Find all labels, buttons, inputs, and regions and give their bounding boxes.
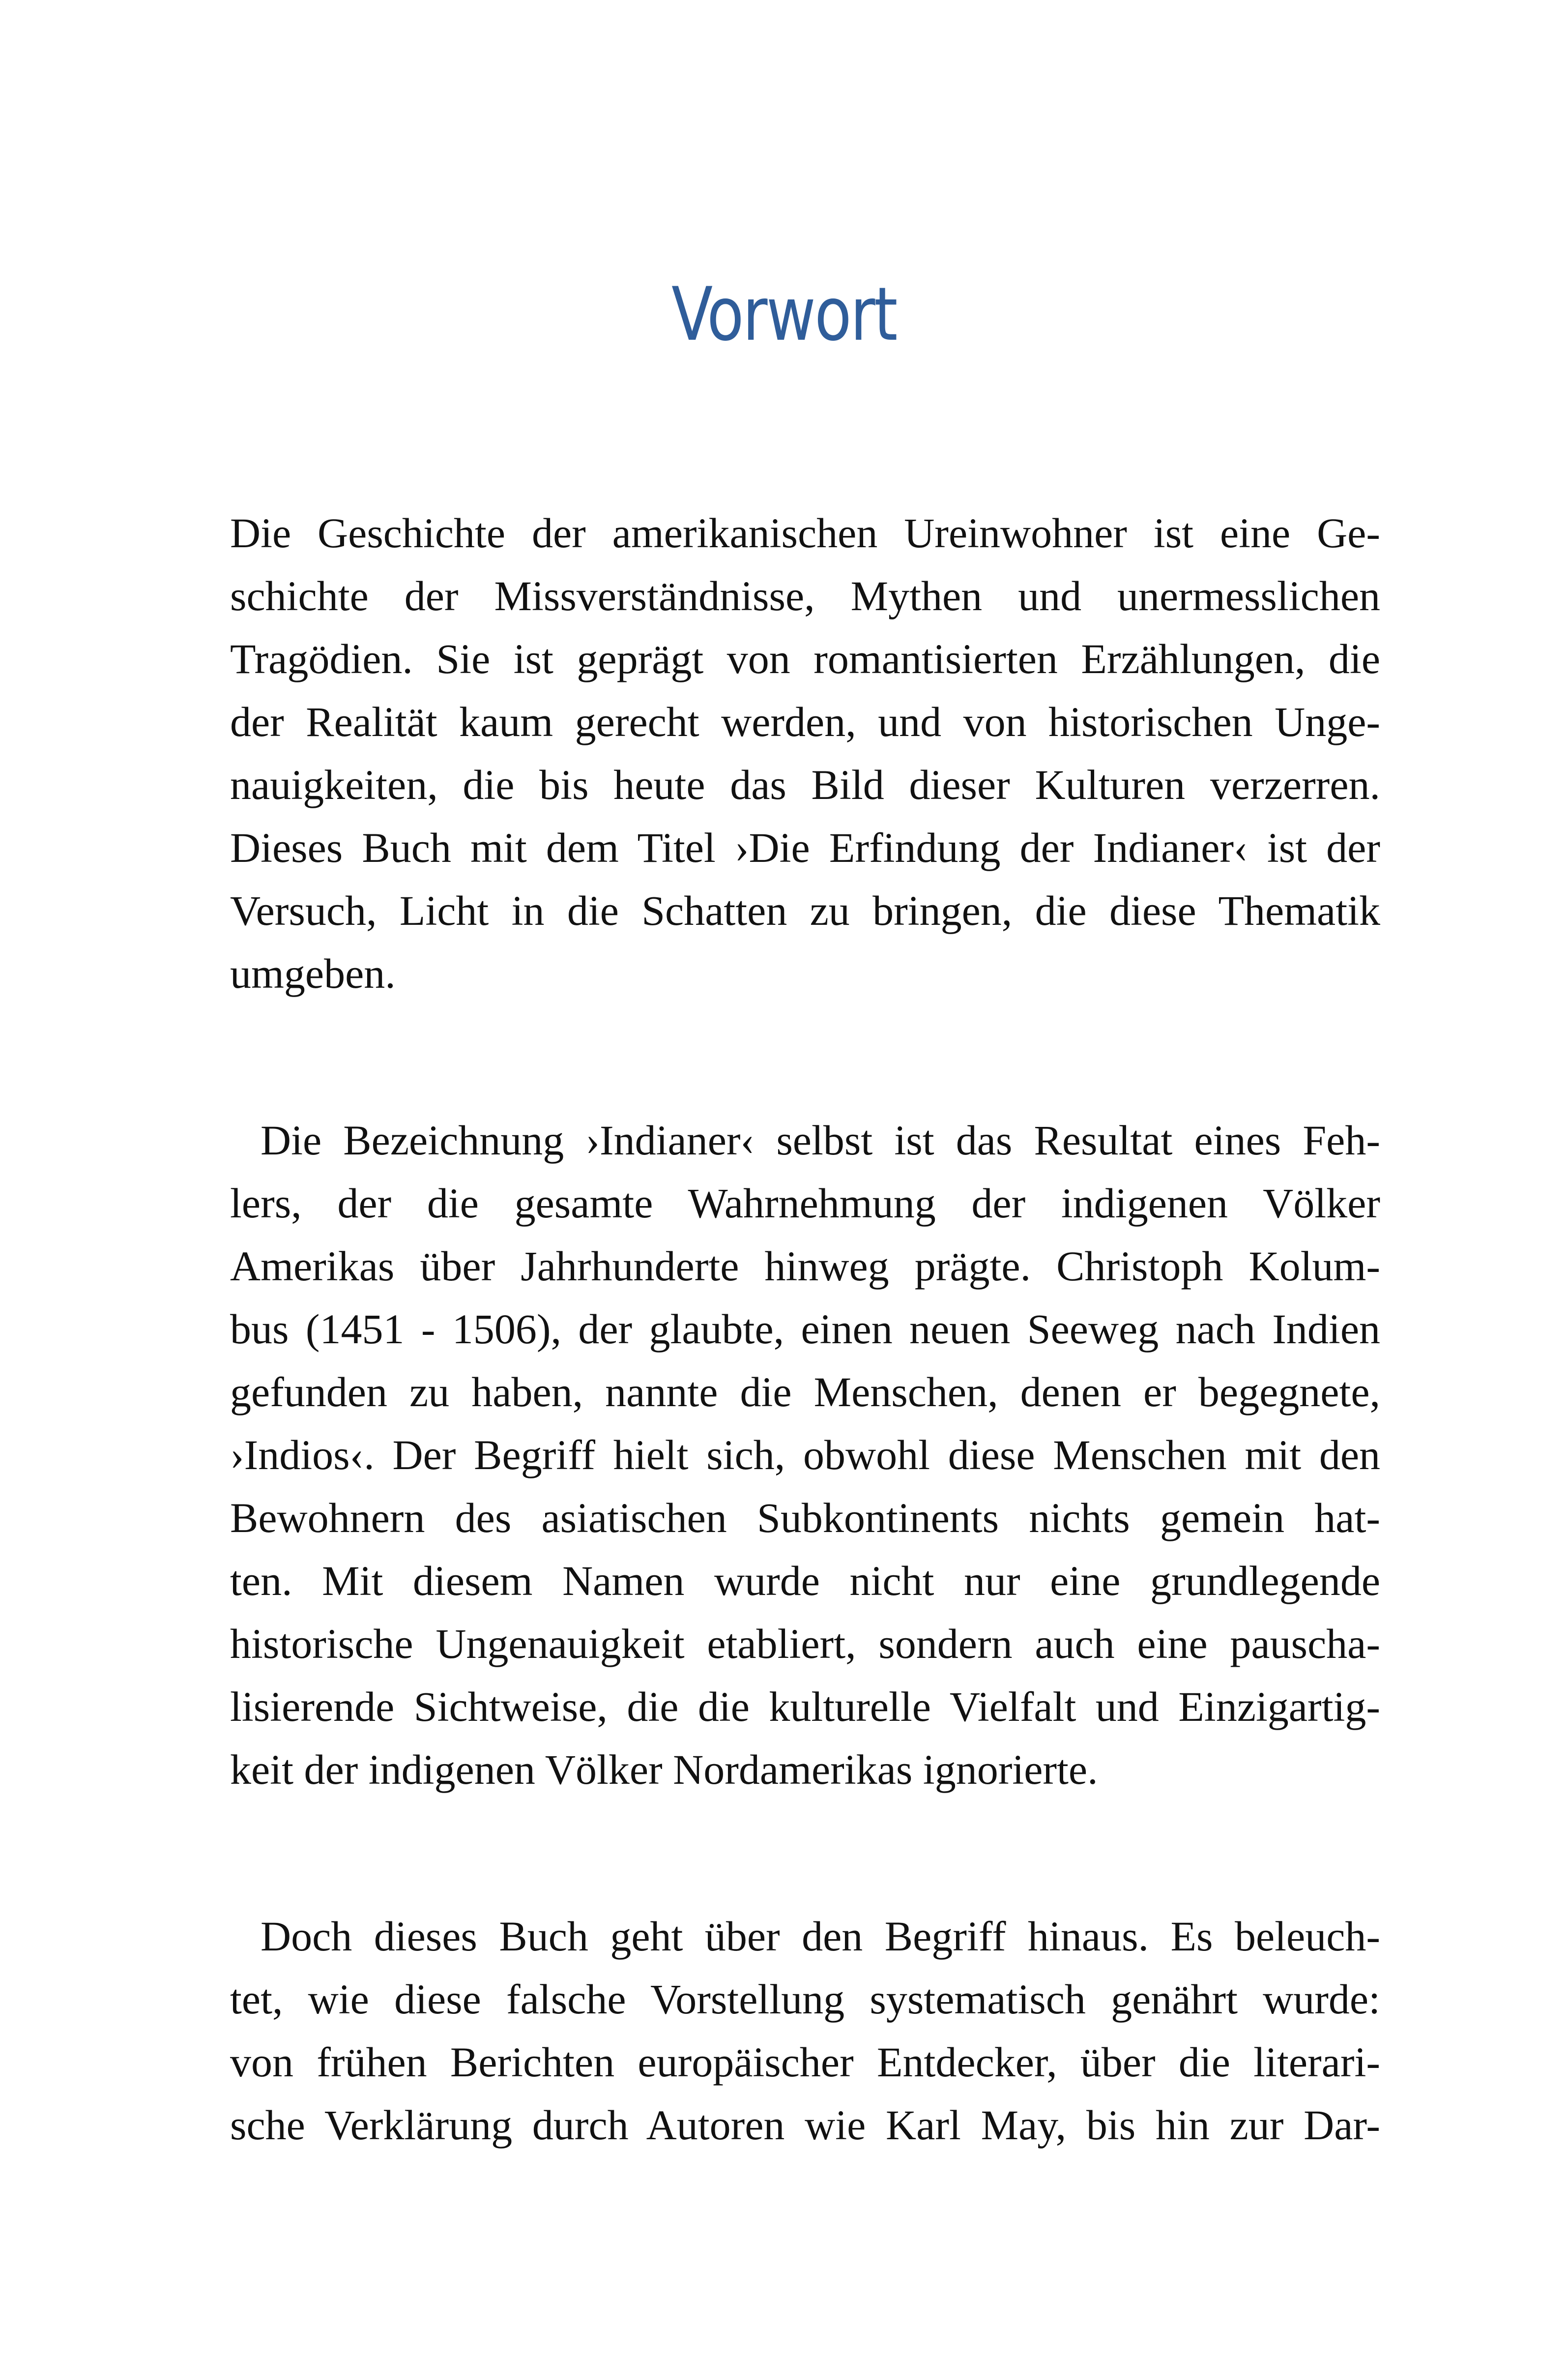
text-line: sche Verklärung durch Autoren wie Karl May, bis hin zur Dar- bbox=[230, 2101, 1380, 2149]
text-line: Die Bezeichnung ›Indianer‹ selbst ist das Resultat eines Feh- bbox=[261, 1117, 1380, 1164]
paragraph-1 bbox=[230, 502, 1380, 1005]
text-line: Versuch, Licht in die Schatten zu bringen, die diese Thematik bbox=[230, 887, 1380, 934]
text-line: Dieses Buch mit dem Titel ›Die Erfindung der Indianer‹ ist der bbox=[230, 824, 1380, 871]
text-line: keit der indigenen Völker Nordamerikas ignorierte. bbox=[230, 1746, 1098, 1793]
text-line: Bewohnern des asiatischen Subkontinents nichts gemein hat- bbox=[230, 1494, 1380, 1541]
text-line: ›Indios‹. Der Begriff hielt sich, obwohl diese Menschen mit den bbox=[230, 1431, 1380, 1478]
text-line: ten. Mit diesem Namen wurde nicht nur eine grundlegende bbox=[230, 1557, 1380, 1604]
body-text bbox=[230, 502, 1380, 2156]
text-line: tet, wie diese falsche Vorstellung systematisch genährt wurde: bbox=[230, 1976, 1380, 2023]
paragraph-2 bbox=[230, 1109, 1380, 1801]
text-line: Tragödien. Sie ist geprägt von romantisierten Erzählungen, die bbox=[230, 635, 1380, 682]
text-line: historische Ungenauigkeit etabliert, sondern auch eine pauscha- bbox=[230, 1620, 1380, 1667]
text-line: bus (1451 - 1506), der glaubte, einen neuen Seeweg nach Indien bbox=[230, 1305, 1380, 1353]
text-line: schichte der Missverständnisse, Mythen und unermesslichen bbox=[230, 572, 1380, 620]
text-line: Amerikas über Jahrhunderte hinweg prägte. Christoph Kolum- bbox=[230, 1242, 1380, 1290]
text-line: Doch dieses Buch geht über den Begriff hinaus. Es beleuch- bbox=[261, 1913, 1380, 1960]
text-line: der Realität kaum gerecht werden, und von historischen Unge- bbox=[230, 698, 1380, 745]
text-line: umgeben. bbox=[230, 950, 396, 997]
text-line: lisierende Sichtweise, die die kulturelle Vielfalt und Einzigartig- bbox=[230, 1683, 1380, 1730]
paragraph-3 bbox=[230, 1905, 1380, 2156]
text-line: lers, der die gesamte Wahrnehmung der indigenen Völker bbox=[230, 1180, 1380, 1227]
text-line: nauigkeiten, die bis heute das Bild dieser Kulturen verzerren. bbox=[230, 761, 1380, 808]
chapter-title: Vorwort bbox=[671, 272, 897, 357]
text-line: gefunden zu haben, nannte die Menschen, denen er begegnete, bbox=[230, 1368, 1380, 1416]
text-line: Die Geschichte der amerikanischen Ureinwohner ist eine Ge- bbox=[230, 509, 1380, 557]
text-line: von frühen Berichten europäischer Entdecker, über die literari- bbox=[230, 2038, 1380, 2086]
